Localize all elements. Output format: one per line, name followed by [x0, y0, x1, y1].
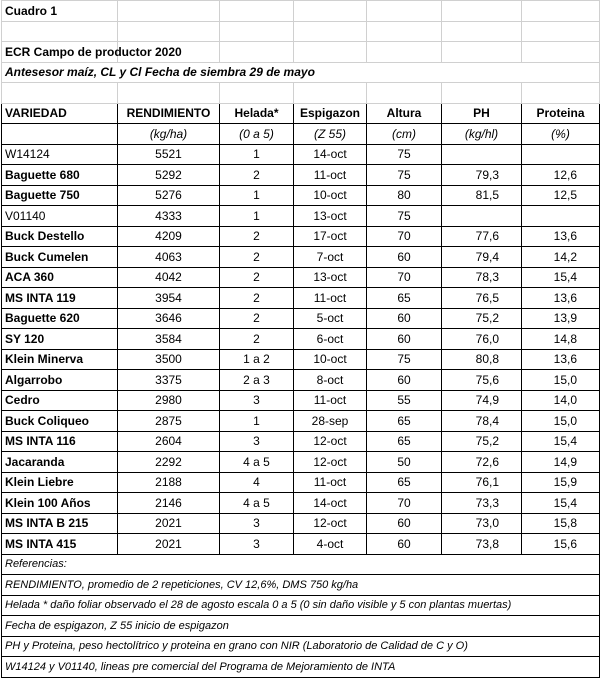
ph-cell: 81,5 [442, 185, 522, 206]
rendimiento-cell: 2021 [118, 513, 220, 534]
variety-cell: MS INTA 415 [2, 534, 118, 555]
table-row [2, 185, 600, 206]
table-row [2, 452, 600, 473]
espigazon-cell: 10-oct [294, 349, 367, 370]
table-row [2, 472, 600, 493]
variety-cell: Klein 100 Años [2, 493, 118, 514]
variety-cell: Buck Destello [2, 226, 118, 247]
proteina-cell: 13,6 [522, 288, 600, 309]
espigazon-cell: 13-oct [294, 267, 367, 288]
rendimiento-cell: 2604 [118, 431, 220, 452]
variety-cell: Algarrobo [2, 370, 118, 391]
table-subtitle-2: Antesesor maíz, CL y Cl Fecha de siembra 29 de mayo [2, 62, 600, 83]
table-row [2, 390, 600, 411]
ph-cell: 78,4 [442, 411, 522, 432]
espigazon-cell: 7-oct [294, 247, 367, 268]
reference-note: Fecha de espigazon, Z 55 inicio de espigazon [2, 616, 600, 637]
helada-cell: 2 [220, 247, 294, 268]
proteina-cell: 14,2 [522, 247, 600, 268]
helada-cell: 2 [220, 288, 294, 309]
proteina-cell: 15,0 [522, 411, 600, 432]
helada-cell: 4 a 5 [220, 452, 294, 473]
ph-cell: 75,2 [442, 308, 522, 329]
unit-variedad [2, 124, 118, 145]
ph-cell: 73,0 [442, 513, 522, 534]
altura-cell: 65 [367, 411, 442, 432]
rendimiento-cell: 2021 [118, 534, 220, 555]
ph-cell: 76,5 [442, 288, 522, 309]
espigazon-cell: 12-oct [294, 513, 367, 534]
variety-cell: Baguette 750 [2, 185, 118, 206]
altura-cell: 65 [367, 472, 442, 493]
helada-cell: 3 [220, 534, 294, 555]
proteina-cell [522, 206, 600, 227]
altura-cell: 60 [367, 513, 442, 534]
proteina-cell [522, 144, 600, 165]
variety-cell: Klein Minerva [2, 349, 118, 370]
ph-cell: 73,8 [442, 534, 522, 555]
rendimiento-cell: 2875 [118, 411, 220, 432]
ph-cell: 74,9 [442, 390, 522, 411]
espigazon-cell: 13-oct [294, 206, 367, 227]
rendimiento-cell: 4209 [118, 226, 220, 247]
ph-cell: 78,3 [442, 267, 522, 288]
proteina-cell: 13,6 [522, 226, 600, 247]
altura-cell: 75 [367, 144, 442, 165]
proteina-cell: 12,5 [522, 185, 600, 206]
helada-cell: 1 a 2 [220, 349, 294, 370]
rendimiento-cell: 3375 [118, 370, 220, 391]
results-table [1, 0, 600, 678]
proteina-cell: 14,0 [522, 390, 600, 411]
units-row [2, 124, 600, 145]
ph-cell: 79,3 [442, 165, 522, 186]
variety-cell: MS INTA 119 [2, 288, 118, 309]
ph-cell: 80,8 [442, 349, 522, 370]
helada-cell: 3 [220, 390, 294, 411]
variety-cell: W14124 [2, 144, 118, 165]
table-row [2, 206, 600, 227]
rendimiento-cell: 2146 [118, 493, 220, 514]
altura-cell: 70 [367, 226, 442, 247]
header-proteina: Proteina [522, 103, 600, 124]
header-ph: PH [442, 103, 522, 124]
variety-cell: SY 120 [2, 329, 118, 350]
altura-cell: 60 [367, 308, 442, 329]
espigazon-cell: 4-oct [294, 534, 367, 555]
unit-proteina: (%) [522, 124, 600, 145]
ph-cell: 73,3 [442, 493, 522, 514]
table-title: Cuadro 1 [2, 1, 118, 22]
altura-cell: 65 [367, 431, 442, 452]
ph-cell: 79,4 [442, 247, 522, 268]
helada-cell: 3 [220, 513, 294, 534]
altura-cell: 60 [367, 534, 442, 555]
altura-cell: 55 [367, 390, 442, 411]
ph-cell: 77,6 [442, 226, 522, 247]
helada-cell: 2 [220, 308, 294, 329]
reference-note: W14124 y V01140, lineas pre comercial del Programa de Mejoramiento de INTA [2, 657, 600, 678]
proteina-cell: 15,4 [522, 267, 600, 288]
proteina-cell: 15,8 [522, 513, 600, 534]
reference-note: Referencias: [2, 554, 600, 575]
variety-cell: Cedro [2, 390, 118, 411]
proteina-cell: 15,4 [522, 493, 600, 514]
rendimiento-cell: 4333 [118, 206, 220, 227]
table-row [2, 308, 600, 329]
espigazon-cell: 8-oct [294, 370, 367, 391]
proteina-cell: 15,6 [522, 534, 600, 555]
header-altura: Altura [367, 103, 442, 124]
rendimiento-cell: 5521 [118, 144, 220, 165]
table-row [2, 370, 600, 391]
espigazon-cell: 14-oct [294, 144, 367, 165]
altura-cell: 75 [367, 165, 442, 186]
reference-note: RENDIMIENTO, promedio de 2 repeticiones, CV 12,6%, DMS 750 kg/ha [2, 575, 600, 596]
proteina-cell: 15,0 [522, 370, 600, 391]
variety-cell: MS INTA 116 [2, 431, 118, 452]
helada-cell: 3 [220, 431, 294, 452]
helada-cell: 2 [220, 226, 294, 247]
espigazon-cell: 14-oct [294, 493, 367, 514]
proteina-cell: 14,9 [522, 452, 600, 473]
espigazon-cell: 17-oct [294, 226, 367, 247]
helada-cell: 1 [220, 185, 294, 206]
table-row [2, 431, 600, 452]
rendimiento-cell: 5292 [118, 165, 220, 186]
table-row [2, 226, 600, 247]
helada-cell: 2 [220, 329, 294, 350]
altura-cell: 50 [367, 452, 442, 473]
rendimiento-cell: 3646 [118, 308, 220, 329]
espigazon-cell: 5-oct [294, 308, 367, 329]
header-variedad: VARIEDAD [2, 103, 118, 124]
ph-cell: 76,1 [442, 472, 522, 493]
ph-cell: 72,6 [442, 452, 522, 473]
altura-cell: 65 [367, 288, 442, 309]
altura-cell: 75 [367, 349, 442, 370]
table-row [2, 329, 600, 350]
variety-cell: Jacaranda [2, 452, 118, 473]
altura-cell: 75 [367, 206, 442, 227]
variety-cell: ACA 360 [2, 267, 118, 288]
altura-cell: 70 [367, 267, 442, 288]
proteina-cell: 15,9 [522, 472, 600, 493]
helada-cell: 2 a 3 [220, 370, 294, 391]
altura-cell: 70 [367, 493, 442, 514]
variety-cell: Buck Cumelen [2, 247, 118, 268]
table-row [2, 349, 600, 370]
unit-altura: (cm) [367, 124, 442, 145]
proteina-cell: 13,6 [522, 349, 600, 370]
table-row [2, 267, 600, 288]
variety-cell: Baguette 620 [2, 308, 118, 329]
rendimiento-cell: 2292 [118, 452, 220, 473]
helada-cell: 1 [220, 411, 294, 432]
variety-cell: MS INTA B 215 [2, 513, 118, 534]
rendimiento-cell: 3584 [118, 329, 220, 350]
table-row [2, 247, 600, 268]
variety-cell: Baguette 680 [2, 165, 118, 186]
table-row [2, 493, 600, 514]
rendimiento-cell: 3500 [118, 349, 220, 370]
rendimiento-cell: 4042 [118, 267, 220, 288]
unit-helada: (0 a 5) [220, 124, 294, 145]
espigazon-cell: 11-oct [294, 288, 367, 309]
espigazon-cell: 11-oct [294, 390, 367, 411]
table-subtitle: ECR Campo de productor 2020 [2, 42, 118, 63]
altura-cell: 60 [367, 329, 442, 350]
proteina-cell: 12,6 [522, 165, 600, 186]
table-row [2, 288, 600, 309]
rendimiento-cell: 3954 [118, 288, 220, 309]
header-row [2, 103, 600, 124]
table-row [2, 534, 600, 555]
espigazon-cell: 11-oct [294, 472, 367, 493]
espigazon-cell: 10-oct [294, 185, 367, 206]
espigazon-cell: 12-oct [294, 452, 367, 473]
unit-ph: (kg/hl) [442, 124, 522, 145]
header-espigazon: Espigazon [294, 103, 367, 124]
reference-note: PH y Proteina, peso hectolítrico y proteina en grano con NIR (Laboratorio de Calidad de C y O) [2, 636, 600, 657]
header-helada: Helada* [220, 103, 294, 124]
reference-note: Helada * daño foliar observado el 28 de agosto escala 0 a 5 (0 sin daño visible y 5 con plantas muertas) [2, 595, 600, 616]
ph-cell: 75,6 [442, 370, 522, 391]
helada-cell: 1 [220, 144, 294, 165]
rendimiento-cell: 2980 [118, 390, 220, 411]
proteina-cell: 13,9 [522, 308, 600, 329]
ph-cell: 76,0 [442, 329, 522, 350]
altura-cell: 60 [367, 370, 442, 391]
espigazon-cell: 12-oct [294, 431, 367, 452]
rendimiento-cell: 4063 [118, 247, 220, 268]
ph-cell [442, 144, 522, 165]
altura-cell: 60 [367, 247, 442, 268]
helada-cell: 2 [220, 165, 294, 186]
helada-cell: 4 [220, 472, 294, 493]
helada-cell: 1 [220, 206, 294, 227]
altura-cell: 80 [367, 185, 442, 206]
variety-cell: Klein Liebre [2, 472, 118, 493]
unit-rendimiento: (kg/ha) [118, 124, 220, 145]
table-row [2, 411, 600, 432]
table-row [2, 165, 600, 186]
proteina-cell: 15,4 [522, 431, 600, 452]
header-rendimiento: RENDIMIENTO [118, 103, 220, 124]
ph-cell [442, 206, 522, 227]
proteina-cell: 14,8 [522, 329, 600, 350]
ph-cell: 75,2 [442, 431, 522, 452]
espigazon-cell: 6-oct [294, 329, 367, 350]
unit-espigazon: (Z 55) [294, 124, 367, 145]
table-row [2, 513, 600, 534]
rendimiento-cell: 2188 [118, 472, 220, 493]
variety-cell: V01140 [2, 206, 118, 227]
rendimiento-cell: 5276 [118, 185, 220, 206]
espigazon-cell: 28-sep [294, 411, 367, 432]
helada-cell: 2 [220, 267, 294, 288]
espigazon-cell: 11-oct [294, 165, 367, 186]
table-row [2, 144, 600, 165]
helada-cell: 4 a 5 [220, 493, 294, 514]
variety-cell: Buck Coliqueo [2, 411, 118, 432]
